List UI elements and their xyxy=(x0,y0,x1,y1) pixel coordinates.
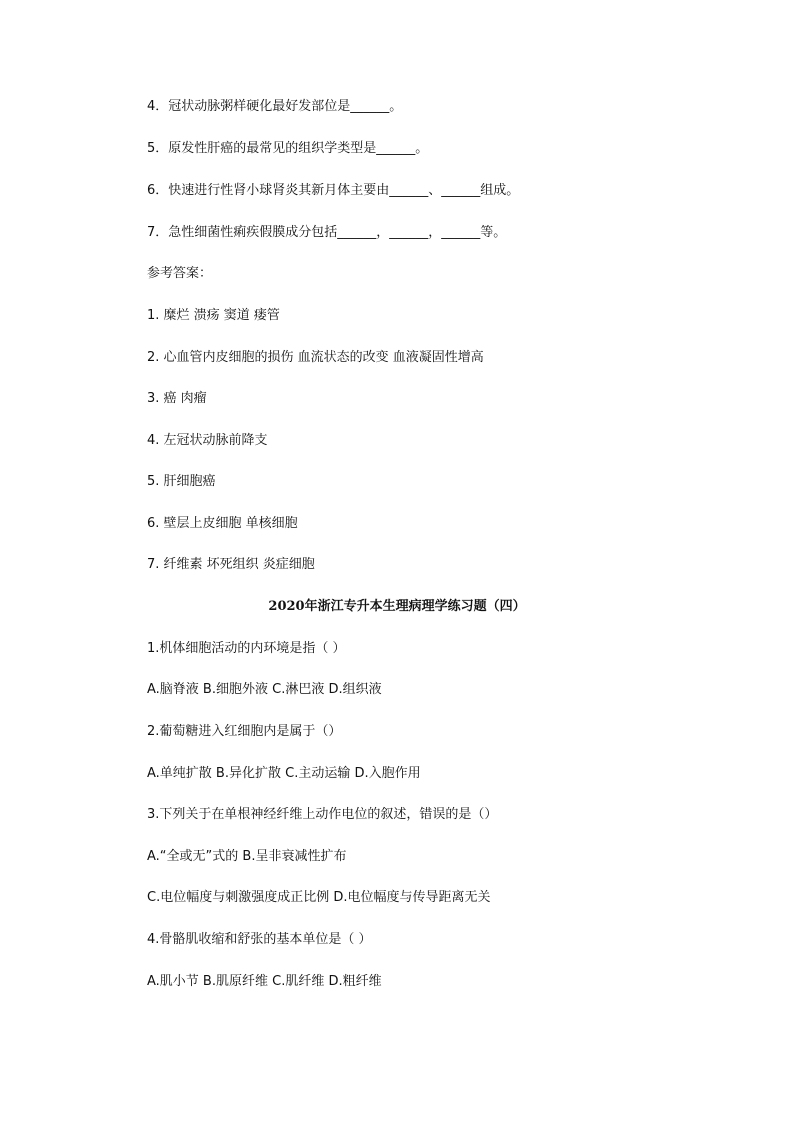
mc-question-2: 2.葡萄糖进入红细胞内是属于（） xyxy=(147,724,342,739)
mc-options-1: A.脑脊液 B.细胞外液 C.淋巴液 D.组织液 xyxy=(147,682,382,697)
answer-4: 4. 左冠状动脉前降支 xyxy=(147,433,268,448)
answer-1: 1. 糜烂 溃疡 窦道 瘘管 xyxy=(147,308,280,323)
answer-3: 3. 癌 肉瘤 xyxy=(147,391,207,406)
mc-question-4: 4.骨骼肌收缩和舒张的基本单位是（ ） xyxy=(147,932,372,947)
fill-question-6: 6．快速进行性肾小球肾炎其新月体主要由______、______组成。 xyxy=(147,183,520,198)
answer-2: 2. 心血管内皮细胞的损伤 血流状态的改变 血液凝固性增高 xyxy=(147,350,484,365)
mc-question-3: 3.下列关于在单根神经纤维上动作电位的叙述，错误的是（） xyxy=(147,807,498,822)
fill-question-7: 7．急性细菌性痢疾假膜成分包括______，______，______等。 xyxy=(147,225,507,240)
answer-6: 6. 壁层上皮细胞 单核细胞 xyxy=(147,516,298,531)
section-title: 2020年浙江专升本生理病理学练习题（四） xyxy=(268,599,526,614)
answers-heading: 参考答案： xyxy=(147,266,213,281)
mc-options-2: A.单纯扩散 B.异化扩散 C.主动运输 D.入胞作用 xyxy=(147,766,421,781)
mc-options-3a: A.“全或无”式的 B.呈非衰减性扩布 xyxy=(147,849,347,864)
mc-options-4: A.肌小节 B.肌原纤维 C.肌纤维 D.粗纤维 xyxy=(147,974,382,989)
fill-question-4: 4．冠状动脉粥样硬化最好发部位是______。 xyxy=(147,99,403,114)
fill-question-5: 5．原发性肝癌的最常见的组织学类型是______。 xyxy=(147,141,429,156)
mc-question-1: 1.机体细胞活动的内环境是指（ ） xyxy=(147,641,346,656)
mc-options-3b: C.电位幅度与刺激强度成正比例 D.电位幅度与传导距离无关 xyxy=(147,890,491,905)
answer-7: 7. 纤维素 坏死组织 炎症细胞 xyxy=(147,557,315,572)
answer-5: 5. 肝细胞癌 xyxy=(147,474,216,489)
